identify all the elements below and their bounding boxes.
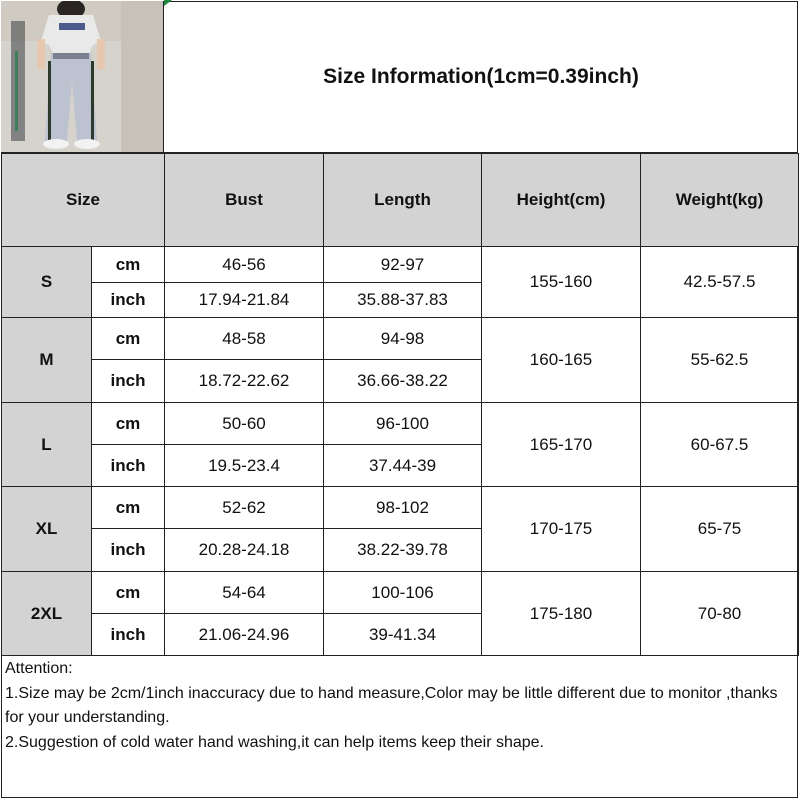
table-row — [2, 318, 799, 360]
header-height: Height(cm) — [482, 154, 641, 247]
product-photo — [1, 1, 164, 153]
height-value: 165-170 — [482, 403, 641, 487]
size-label: XL — [2, 487, 92, 572]
table-row — [2, 247, 799, 283]
size-label: S — [2, 247, 92, 318]
length-cm: 98-102 — [324, 487, 482, 529]
notes-line-1: 1.Size may be 2cm/1inch inaccuracy due to hand measure,Color may be little different due to monitor ,thanks for your understanding. — [5, 684, 778, 726]
notes-line-2: 2.Suggestion of cold water hand washing,it can help items keep their shape. — [5, 733, 544, 751]
header-weight: Weight(kg) — [641, 154, 799, 247]
notes-heading: Attention: — [5, 660, 73, 677]
length-cm: 96-100 — [324, 403, 482, 445]
length-inch: 37.44-39 — [324, 445, 482, 487]
size-label: 2XL — [2, 572, 92, 656]
product-photo-illustration — [1, 1, 163, 152]
unit-inch: inch — [92, 360, 165, 403]
bust-inch: 18.72-22.62 — [165, 360, 324, 403]
size-label: M — [2, 318, 92, 403]
bust-cm: 54-64 — [165, 572, 324, 614]
bust-cm: 50-60 — [165, 403, 324, 445]
table-row — [2, 572, 799, 614]
size-label: L — [2, 403, 92, 487]
unit-inch: inch — [92, 445, 165, 487]
bust-cm: 46-56 — [165, 247, 324, 283]
bust-cm: 52-62 — [165, 487, 324, 529]
unit-cm: cm — [92, 247, 165, 283]
unit-inch: inch — [92, 283, 165, 318]
weight-value: 70-80 — [641, 572, 799, 656]
weight-value: 55-62.5 — [641, 318, 799, 403]
size-table — [1, 153, 799, 656]
table-row — [2, 403, 799, 445]
header-size: Size — [2, 154, 165, 247]
header-length: Length — [324, 154, 482, 247]
table-header-row — [2, 154, 799, 247]
bust-inch: 20.28-24.18 — [165, 529, 324, 572]
unit-cm: cm — [92, 487, 165, 529]
bust-inch: 21.06-24.96 — [165, 614, 324, 656]
length-cm: 100-106 — [324, 572, 482, 614]
height-value: 170-175 — [482, 487, 641, 572]
unit-cm: cm — [92, 318, 165, 360]
unit-inch: inch — [92, 614, 165, 656]
weight-value: 65-75 — [641, 487, 799, 572]
weight-value: 60-67.5 — [641, 403, 799, 487]
header-bust: Bust — [165, 154, 324, 247]
length-inch: 38.22-39.78 — [324, 529, 482, 572]
table-row — [2, 487, 799, 529]
unit-inch: inch — [92, 529, 165, 572]
bust-inch: 17.94-21.84 — [165, 283, 324, 318]
length-inch: 36.66-38.22 — [324, 360, 482, 403]
length-inch: 35.88-37.83 — [324, 283, 482, 318]
height-value: 160-165 — [482, 318, 641, 403]
unit-cm: cm — [92, 572, 165, 614]
length-cm: 92-97 — [324, 247, 482, 283]
length-inch: 39-41.34 — [324, 614, 482, 656]
bust-cm: 48-58 — [165, 318, 324, 360]
attention-notes — [5, 657, 793, 755]
height-value: 155-160 — [482, 247, 641, 318]
height-value: 175-180 — [482, 572, 641, 656]
weight-value: 42.5-57.5 — [641, 247, 799, 318]
length-cm: 94-98 — [324, 318, 482, 360]
unit-cm: cm — [92, 403, 165, 445]
page-title: Size Information(1cm=0.39inch) — [164, 1, 798, 153]
bust-inch: 19.5-23.4 — [165, 445, 324, 487]
